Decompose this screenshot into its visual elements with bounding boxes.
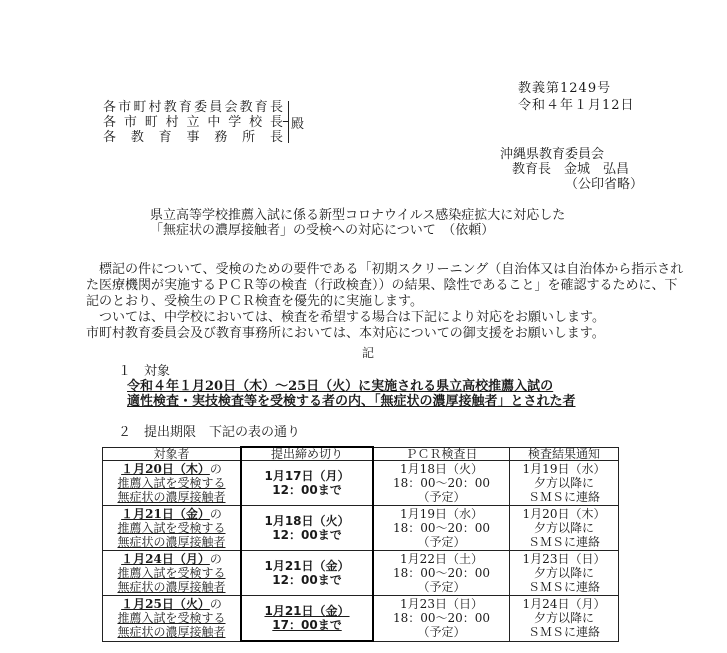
- sender-org: 沖縄県教育委員会: [500, 147, 605, 162]
- section-1-line-1: 令和４年１月20日（木）～25日（火）に実施される県立高校推薦入試の: [127, 379, 554, 394]
- target-suffix: の: [209, 462, 222, 476]
- pcr-date: 1月19日（水）: [400, 507, 483, 521]
- addressee-suffix: 殿: [291, 117, 305, 132]
- result-time: 夕方以降に: [533, 566, 594, 580]
- deadline-date: 1月18日（火）: [264, 514, 350, 528]
- section-1-line-2: 適性検査・実技検査等を受検する者の内、「無症状の濃厚接触者」とされた者: [127, 394, 576, 409]
- pcr-cell: [373, 596, 510, 642]
- target-suffix: の: [209, 552, 222, 566]
- document-title: [150, 208, 565, 238]
- table-row: [103, 596, 619, 642]
- column-header: 提出締め切り: [241, 447, 373, 461]
- table-row: [103, 461, 619, 506]
- column-header: 検査結果通知: [510, 447, 619, 461]
- title-line-1: 県立高等学校推薦入試に係る新型コロナウイルス感染症拡大に対応した: [150, 208, 566, 223]
- pcr-date: 1月23日（日）: [400, 597, 483, 612]
- sender-block: [500, 147, 643, 192]
- target-cell: [103, 551, 242, 596]
- exam-date: １月21日（金）: [121, 507, 210, 521]
- deadline-cell: [241, 596, 373, 642]
- schedule-table: [102, 446, 619, 642]
- addressee-item: 各市町村教育委員会教育長: [103, 100, 283, 115]
- result-method: ＳＭＳに連絡: [527, 490, 600, 504]
- target-line: 無症状の濃厚接触者: [117, 625, 226, 640]
- pcr-time: 18：00～20：00: [392, 521, 491, 535]
- target-line: 推薦入試を受検する: [117, 521, 226, 535]
- exam-date: １月24日（月）: [121, 552, 210, 566]
- result-time: 夕方以降に: [533, 611, 594, 626]
- pcr-time: 18：00～20：00: [392, 476, 491, 490]
- deadline-date: 1月21日（金）: [264, 559, 350, 573]
- target-cell: [103, 596, 242, 642]
- pcr-date: 1月22日（土）: [400, 552, 483, 566]
- deadline-cell: [241, 461, 373, 506]
- column-header: ＰＣＲ検査日: [373, 447, 510, 461]
- body-text: [86, 262, 686, 342]
- pcr-date: 1月18日（火）: [400, 462, 483, 476]
- section-target: [118, 364, 576, 409]
- exam-date: １月25日（火）: [121, 597, 210, 612]
- result-time: 夕方以降に: [533, 476, 594, 490]
- pcr-cell: [373, 461, 510, 506]
- section-1-heading: １ 対象: [118, 364, 171, 379]
- result-date: 1月24日（月）: [522, 597, 606, 612]
- result-cell: [510, 551, 619, 596]
- exam-date: １月20日（木）: [121, 462, 210, 476]
- result-date: 1月23日（日）: [522, 552, 606, 566]
- pcr-note: （予定）: [417, 535, 466, 549]
- table-row: [103, 506, 619, 551]
- deadline-time: 12：00まで: [272, 573, 342, 587]
- column-header: 対象者: [103, 447, 242, 461]
- title-line-2: 「無症状の濃厚接触者」の受検への対応について （依頼）: [150, 223, 495, 238]
- deadline-time: 12：00まで: [272, 528, 342, 542]
- target-line: 無症状の濃厚接触者: [117, 490, 226, 504]
- deadline-cell: [241, 506, 373, 551]
- deadline-time: 17：00まで: [272, 618, 342, 632]
- body-paragraph-3: 市町村教育委員会及び教育事務所においては、本対応についての御支援をお願いします。: [86, 326, 605, 341]
- target-suffix: の: [209, 507, 222, 521]
- addressee-item: 各市町村立中学校長: [103, 115, 283, 130]
- table-row: [103, 551, 619, 596]
- ki-marker: 記: [362, 346, 375, 360]
- target-line: 無症状の濃厚接触者: [117, 535, 226, 549]
- body-paragraph-1: 標記の件について、受検のための要件である「初期スクリーニング（自治体又は自治体から指示された医療機関が実施するＰＣＲ等の検査（行政検査））の結果、陰性であること」を確認するために、下記のとおり、受検生のＰＣＲ検査を優先的に実施します。: [86, 262, 684, 309]
- doc-date: 令和４年１月12日: [518, 98, 635, 113]
- addressee-brace: [280, 101, 289, 143]
- pcr-note: （予定）: [417, 490, 466, 504]
- table-header-row: [103, 447, 619, 461]
- section-2-heading: ２ 提出期限 下記の表の通り: [118, 425, 301, 440]
- result-method: ＳＭＳに連絡: [527, 580, 600, 594]
- result-date: 1月20日（木）: [522, 507, 606, 521]
- addressee-item: 各教育事務所長: [103, 130, 283, 145]
- pcr-cell: [373, 506, 510, 551]
- target-line: 推薦入試を受検する: [117, 611, 226, 626]
- target-cell: [103, 506, 242, 551]
- result-method: ＳＭＳに連絡: [527, 535, 600, 549]
- result-date: 1月19日（水）: [522, 462, 606, 476]
- deadline-cell: [241, 551, 373, 596]
- target-line: 推薦入試を受検する: [117, 476, 226, 490]
- sender-name: 教育長 金城 弘昌: [512, 162, 630, 177]
- target-cell: [103, 461, 242, 506]
- pcr-note: （予定）: [417, 625, 466, 640]
- seal-note: （公印省略）: [565, 177, 644, 192]
- target-suffix: の: [209, 597, 222, 612]
- addressee-list: [103, 100, 283, 145]
- result-cell: [510, 461, 619, 506]
- pcr-cell: [373, 551, 510, 596]
- result-method: ＳＭＳに連絡: [527, 625, 600, 640]
- result-time: 夕方以降に: [533, 521, 594, 535]
- deadline-date: 1月21日（金）: [264, 604, 350, 618]
- pcr-note: （予定）: [417, 580, 466, 594]
- deadline-date: 1月17日（月）: [264, 469, 350, 483]
- target-line: 無症状の濃厚接触者: [117, 580, 226, 594]
- pcr-time: 18：00～20：00: [392, 566, 491, 580]
- doc-number: 教義第1249号: [518, 81, 612, 96]
- document-header: [518, 80, 635, 114]
- result-cell: [510, 596, 619, 642]
- deadline-time: 12：00まで: [272, 483, 342, 497]
- result-cell: [510, 506, 619, 551]
- target-line: 推薦入試を受検する: [117, 566, 226, 580]
- pcr-time: 18：00～20：00: [392, 611, 491, 626]
- body-paragraph-2: ついては、中学校においては、検査を希望する場合は下記により対応をお願いします。: [99, 310, 605, 325]
